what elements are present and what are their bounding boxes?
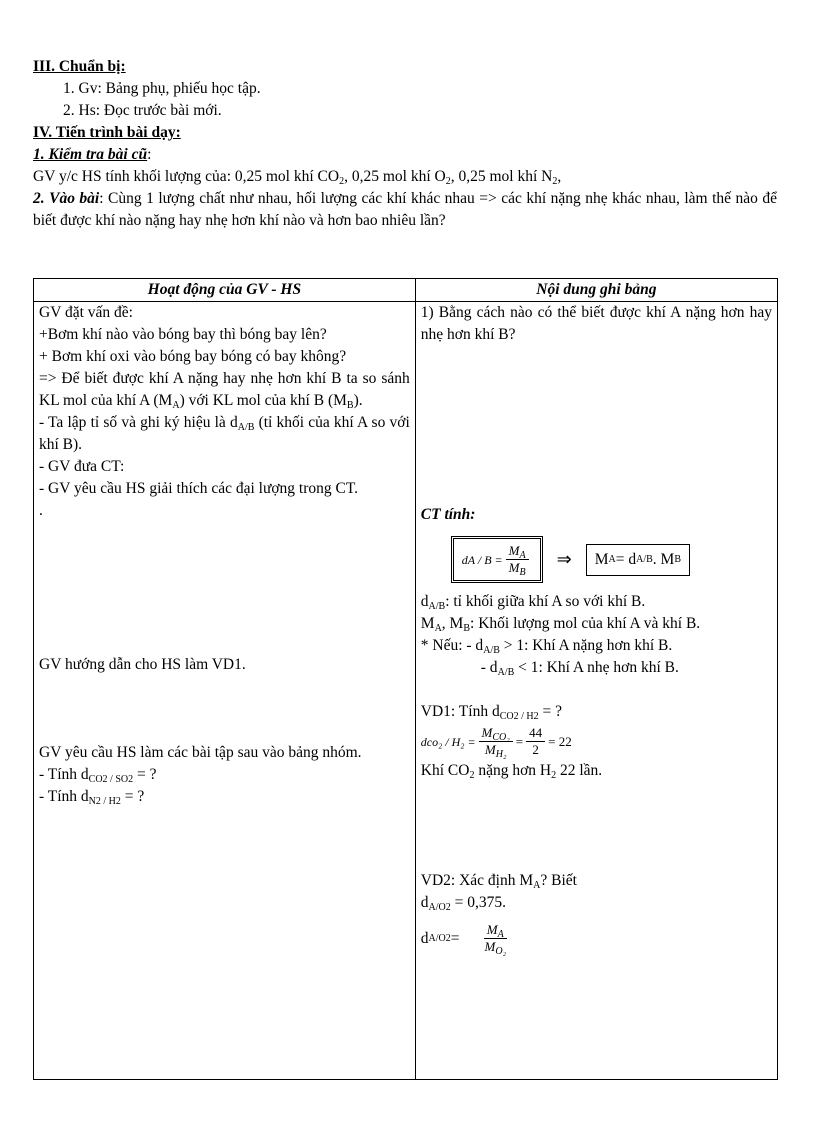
vd2-calc: d A/O2 = $\frac{M_A}{M_{O_2}}$	[420, 922, 507, 957]
header-board-content: Nội dung ghi bảng	[415, 279, 777, 302]
left-q1: +Bơm khí nào vào bóng bay thì bóng bay lên?	[39, 326, 327, 343]
left-explain: - GV yêu cầu HS giải thích các đại lượng trong CT.	[39, 480, 359, 497]
prep-item-2: 2. Hs: Đọc trước bài mới.	[63, 102, 222, 119]
right-title: 1) Bằng cách nào có thể biết được khí A nặng hơn hay nhẹ hơn khí B?	[420, 304, 772, 343]
ct-label: CT tính:	[420, 506, 476, 523]
left-give-ct: - GV đưa CT:	[39, 458, 125, 475]
implies-arrow: ⇒	[556, 548, 572, 570]
header-activities: Hoạt động của GV - HS	[34, 279, 416, 302]
left-ex1: - Tính $d_{CO2 / SO2}$ = ?	[39, 766, 157, 785]
left-intro: GV đặt vấn đề:	[39, 304, 133, 321]
formula-box-mass: M A = d A/B . M B	[586, 544, 690, 576]
check-task: GV y/c HS tính khối lượng của: 0,25 mol khí $CO_2$, 0,25 mol khí $O_2$, 0,25 mol khí $N_2$,	[33, 168, 562, 187]
check-heading-line: 1. Kiểm tra bài cũ:	[33, 146, 152, 163]
left-guide-vd1: GV hướng dẫn cho HS làm VD1.	[39, 656, 246, 673]
left-dot: .	[39, 502, 43, 519]
new-lesson-heading: 2. Vào bài	[33, 190, 100, 207]
vd2-given: $d_{A/O2} = 0,375$.	[420, 894, 506, 913]
new-lesson-text: : Cùng 1 lượng chất như nhau, hối lượng các khí khác nhau => các khí nặng nhẹ khác nhau, làm thế nào để biết được khí nào nặng hay nhẹ hơn khí nào và hơn bao nhiêu lần?	[33, 190, 777, 229]
formula-box-ratio: d A / B = $\frac{M_A}{M_B}$	[451, 536, 543, 583]
lesson-table	[33, 278, 778, 1080]
document-page	[33, 56, 777, 232]
def-ratio: $d_{A/B}$: tỉ khối giữa khí A so với khí B.	[420, 593, 646, 612]
left-ratio: - Ta lập tỉ số và ghi ký hiệu là $d_{A/B}$ (tỉ khối của khí A so với khí B).	[39, 414, 410, 453]
vd1-title: VD1: Tính $d_{CO2 / H2}$ = ?	[420, 703, 562, 722]
check-heading: 1. Kiểm tra bài cũ	[33, 146, 148, 163]
def-mass: $M_A$, $M_B$: Khối lượng mol của khí A và khí B.	[420, 615, 701, 634]
process-heading: IV. Tiến trình bài dạy:	[33, 124, 181, 141]
prep-item-1: 1. Gv: Bảng phụ, phiếu học tập.	[63, 80, 261, 97]
vd1-conclusion: Khí $CO_2$ nặng hơn $H_2$ 22 lần.	[420, 762, 603, 781]
vd1-calc: d co₂ / H₂ = $\frac{M_{CO_2}}{M_{H_2}}$ = $\frac{44}{2}$ = 22	[420, 725, 572, 760]
left-group-work: GV yêu cầu HS làm các bài tập sau vào bảng nhóm.	[39, 744, 362, 761]
left-compare: => Để biết được khí A nặng hay nhẹ hơn khí B ta so sánh KL mol của khí A $(M_A)$ với KL mol của khí B $(M_B)$.	[39, 370, 410, 411]
activities-cell	[34, 302, 416, 1080]
formula-row	[451, 536, 772, 583]
board-cell	[415, 302, 777, 1080]
vd2-title: VD2: Xác định $M_A$? Biết	[420, 872, 577, 891]
left-q2: + Bơm khí oxi vào bóng bay bóng có bay không?	[39, 348, 347, 365]
left-ex2: - Tính $d_{N2 / H2}$ = ?	[39, 788, 145, 807]
new-lesson-paragraph	[33, 188, 777, 232]
prep-heading: III. Chuẩn bị:	[33, 58, 126, 75]
if-heavier: * Nếu: - $d_{A/B} > 1$: Khí A nặng hơn khí B.	[420, 637, 673, 656]
if-lighter: - $d_{A/B} < 1$: Khí A nhẹ hơn khí B.	[480, 659, 679, 678]
